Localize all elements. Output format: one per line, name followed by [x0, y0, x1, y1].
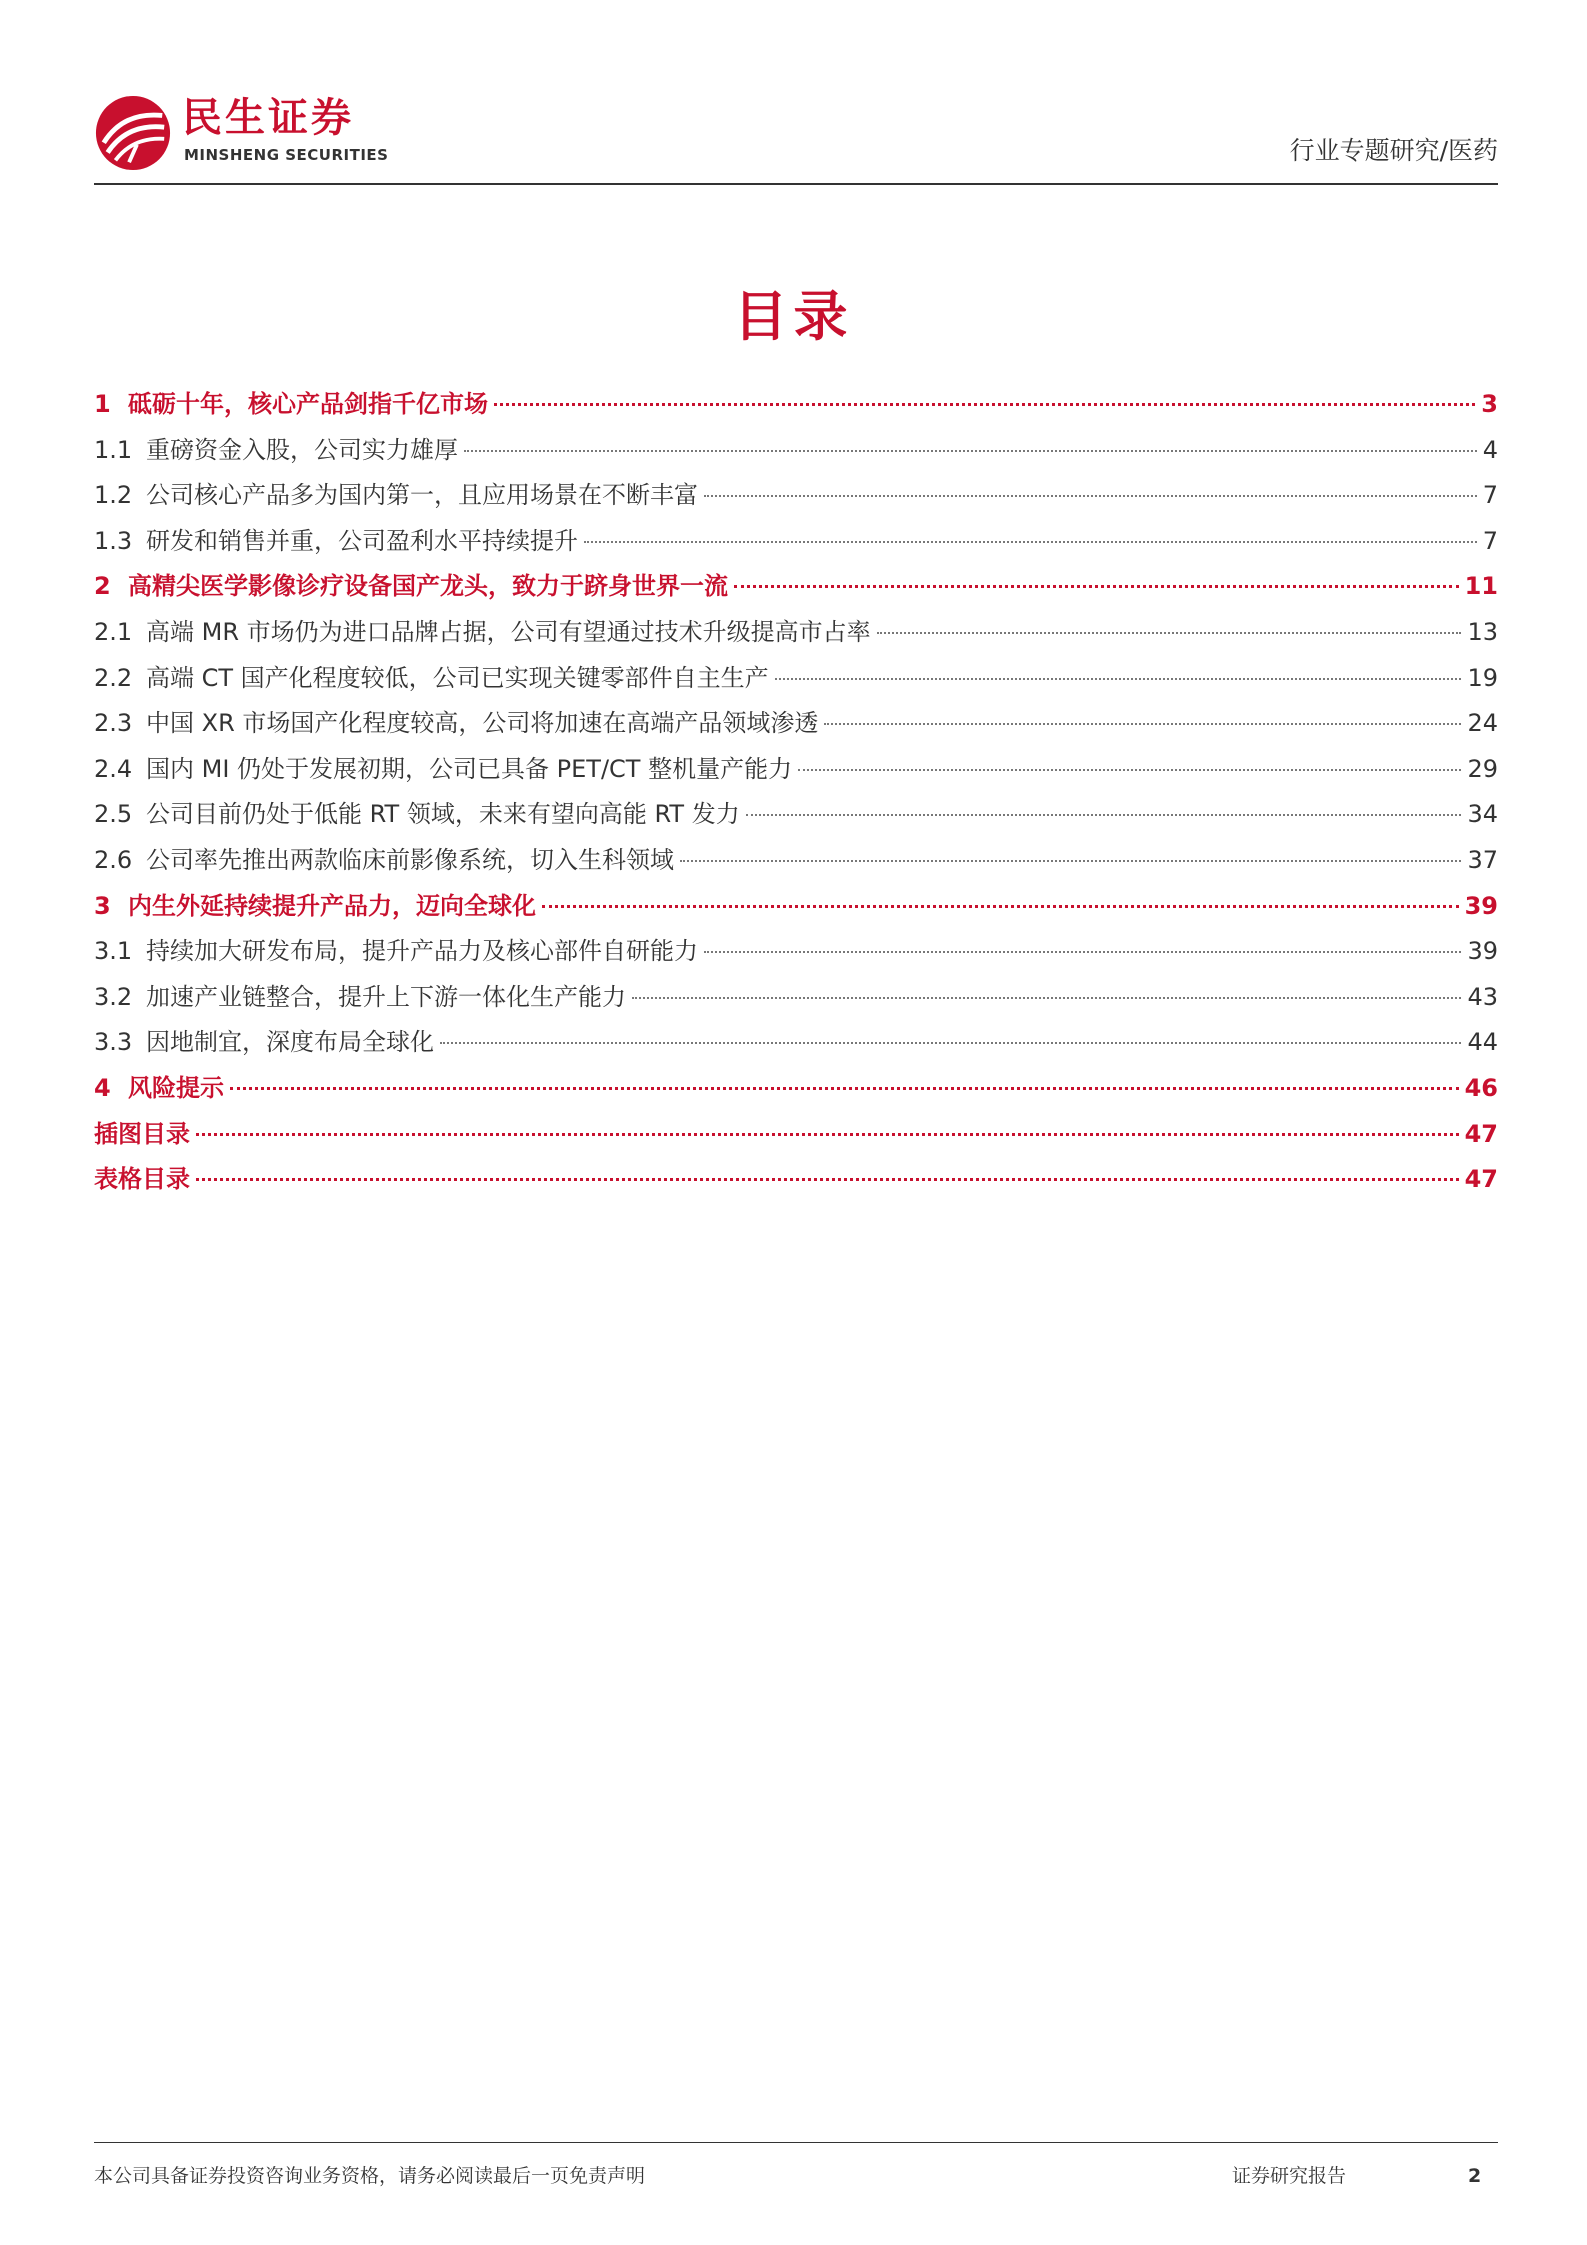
toc-entry-number: 2.4 — [94, 754, 133, 783]
toc-entry[interactable] — [94, 1020, 1498, 1066]
toc-entry-label[interactable]: 研发和销售并重，公司盈利水平持续提升 — [146, 526, 578, 555]
toc-entry-page[interactable]: 43 — [1467, 982, 1498, 1011]
toc-entry-page[interactable]: 47 — [1464, 1119, 1498, 1148]
toc-dot-leader — [230, 1087, 1459, 1090]
toc-dot-leader — [704, 495, 1477, 497]
toc-entry-label[interactable]: 重磅资金入股，公司实力雄厚 — [146, 435, 458, 464]
toc-entry-page[interactable]: 34 — [1467, 800, 1498, 829]
toc-entry-number: 1.3 — [94, 526, 133, 555]
toc-dot-leader — [680, 860, 1461, 862]
toc-entry-label[interactable]: 因地制宜，深度布局全球化 — [146, 1028, 434, 1057]
toc-entry[interactable] — [94, 1066, 1498, 1112]
toc-entry-label[interactable]: 加速产业链整合，提升上下游一体化生产能力 — [146, 982, 626, 1011]
toc-entry-number: 3 — [94, 891, 111, 920]
toc-entry-page[interactable]: 4 — [1482, 435, 1498, 464]
toc-entry-number: 2.6 — [94, 845, 133, 874]
toc-entry-page[interactable]: 7 — [1482, 526, 1498, 555]
toc-entry-label[interactable]: 表格目录 — [94, 1165, 190, 1194]
toc-entry-page[interactable]: 7 — [1482, 481, 1498, 510]
toc-entry-label[interactable]: 公司率先推出两款临床前影像系统，切入生科领域 — [146, 845, 674, 874]
toc-entry-page[interactable]: 47 — [1464, 1165, 1498, 1194]
report-category: 行业专题研究/医药 — [1289, 136, 1498, 165]
toc-entry[interactable] — [94, 1157, 1498, 1203]
toc-dot-leader — [746, 814, 1462, 816]
toc-entry[interactable] — [94, 610, 1498, 656]
footer-disclaimer: 本公司具备证券投资咨询业务资格，请务必阅读最后一页免责声明 — [94, 2165, 646, 2187]
toc-entry[interactable] — [94, 382, 1498, 428]
minsheng-logo-icon — [94, 94, 172, 172]
toc-entry[interactable] — [94, 701, 1498, 747]
toc-entry-number: 1.2 — [94, 481, 133, 510]
toc-dot-leader — [734, 585, 1459, 588]
toc-dot-leader — [798, 769, 1461, 771]
toc-entry-page[interactable]: 13 — [1467, 617, 1498, 646]
toc-entry-number: 1.1 — [94, 435, 133, 464]
toc-entry-label[interactable]: 高端 MR 市场仍为进口品牌占据，公司有望通过技术升级提高市占率 — [146, 617, 871, 646]
toc-entry-page[interactable]: 29 — [1467, 754, 1498, 783]
toc-dot-leader — [542, 905, 1459, 908]
logo-text-en: MINSHENG SECURITIES — [184, 146, 389, 164]
toc-entry-label[interactable]: 高精尖医学影像诊疗设备国产龙头，致力于跻身世界一流 — [128, 572, 728, 601]
toc-entry-label[interactable]: 砥砺十年，核心产品剑指千亿市场 — [128, 390, 488, 418]
page-header — [94, 88, 1498, 184]
toc-entry-number: 2.1 — [94, 617, 133, 646]
toc-entry-label[interactable]: 中国 XR 市场国产化程度较高，公司将加速在高端产品领域渗透 — [146, 709, 819, 738]
header-divider — [94, 183, 1498, 185]
toc-entry-number: 4 — [94, 1073, 111, 1102]
toc-entry-number: 1 — [94, 390, 111, 418]
footer-divider — [94, 2142, 1498, 2143]
toc-entry[interactable] — [94, 656, 1498, 702]
toc-dot-leader — [464, 450, 1477, 452]
toc-dot-leader — [440, 1042, 1461, 1044]
toc-dot-leader — [196, 1133, 1459, 1136]
toc-entry-page[interactable]: 46 — [1464, 1073, 1498, 1102]
toc-entry-page[interactable]: 44 — [1467, 1028, 1498, 1057]
toc-dot-leader — [494, 403, 1475, 406]
toc-entry[interactable] — [94, 792, 1498, 838]
toc-entry-label[interactable]: 公司核心产品多为国内第一，且应用场景在不断丰富 — [146, 481, 698, 510]
toc-dot-leader — [775, 678, 1462, 680]
toc-entry[interactable] — [94, 428, 1498, 474]
toc-dot-leader — [196, 1178, 1459, 1181]
toc-entry-label[interactable]: 高端 CT 国产化程度较低，公司已实现关键零部件自主生产 — [146, 663, 769, 692]
toc-entry[interactable] — [94, 884, 1498, 930]
toc-entry-label[interactable]: 持续加大研发布局，提升产品力及核心部件自研能力 — [146, 937, 698, 966]
toc-entry-label[interactable]: 插图目录 — [94, 1119, 190, 1148]
page-number: 2 — [1468, 2165, 1482, 2187]
toc-entry-page[interactable]: 11 — [1464, 572, 1498, 601]
toc-entry[interactable] — [94, 473, 1498, 519]
toc-entry-number: 3.3 — [94, 1028, 133, 1057]
toc-dot-leader — [584, 541, 1477, 543]
toc-dot-leader — [632, 997, 1461, 999]
brand-logo — [94, 88, 394, 184]
toc-dot-leader — [824, 723, 1461, 725]
toc-dot-leader — [704, 951, 1461, 953]
toc-entry-number: 2.2 — [94, 663, 133, 692]
toc-entry-label[interactable]: 内生外延持续提升产品力，迈向全球化 — [128, 891, 536, 920]
toc-title: 目录 — [733, 285, 854, 348]
toc-entry-page[interactable]: 39 — [1467, 937, 1498, 966]
toc-entry[interactable] — [94, 838, 1498, 884]
footer-report-type: 证券研究报告 — [1232, 2165, 1347, 2187]
toc-dot-leader — [877, 632, 1462, 634]
toc-entry[interactable] — [94, 747, 1498, 793]
toc-entry-page[interactable]: 39 — [1464, 891, 1498, 920]
toc-entry-number: 2.5 — [94, 800, 133, 829]
toc-entry-number: 2 — [94, 572, 111, 601]
toc-entry-page[interactable]: 37 — [1467, 845, 1498, 874]
toc-entry[interactable] — [94, 564, 1498, 610]
toc-entry-label[interactable]: 公司目前仍处于低能 RT 领域，未来有望向高能 RT 发力 — [146, 800, 740, 829]
toc-entry-page[interactable]: 3 — [1481, 390, 1498, 418]
toc-entry-page[interactable]: 19 — [1467, 663, 1498, 692]
toc-entry-page[interactable]: 24 — [1467, 709, 1498, 738]
toc-entry[interactable] — [94, 1112, 1498, 1158]
toc-entry-number: 3.2 — [94, 982, 133, 1011]
toc-entry-number: 3.1 — [94, 937, 133, 966]
table-of-contents — [94, 382, 1498, 1203]
toc-entry[interactable] — [94, 975, 1498, 1021]
toc-entry-label[interactable]: 风险提示 — [128, 1073, 224, 1102]
logo-text-cn: 民生证券 — [182, 95, 354, 141]
toc-entry[interactable] — [94, 519, 1498, 565]
toc-entry-number: 2.3 — [94, 709, 133, 738]
toc-entry[interactable] — [94, 929, 1498, 975]
toc-entry-label[interactable]: 国内 MI 仍处于发展初期，公司已具备 PET/CT 整机量产能力 — [146, 754, 793, 783]
